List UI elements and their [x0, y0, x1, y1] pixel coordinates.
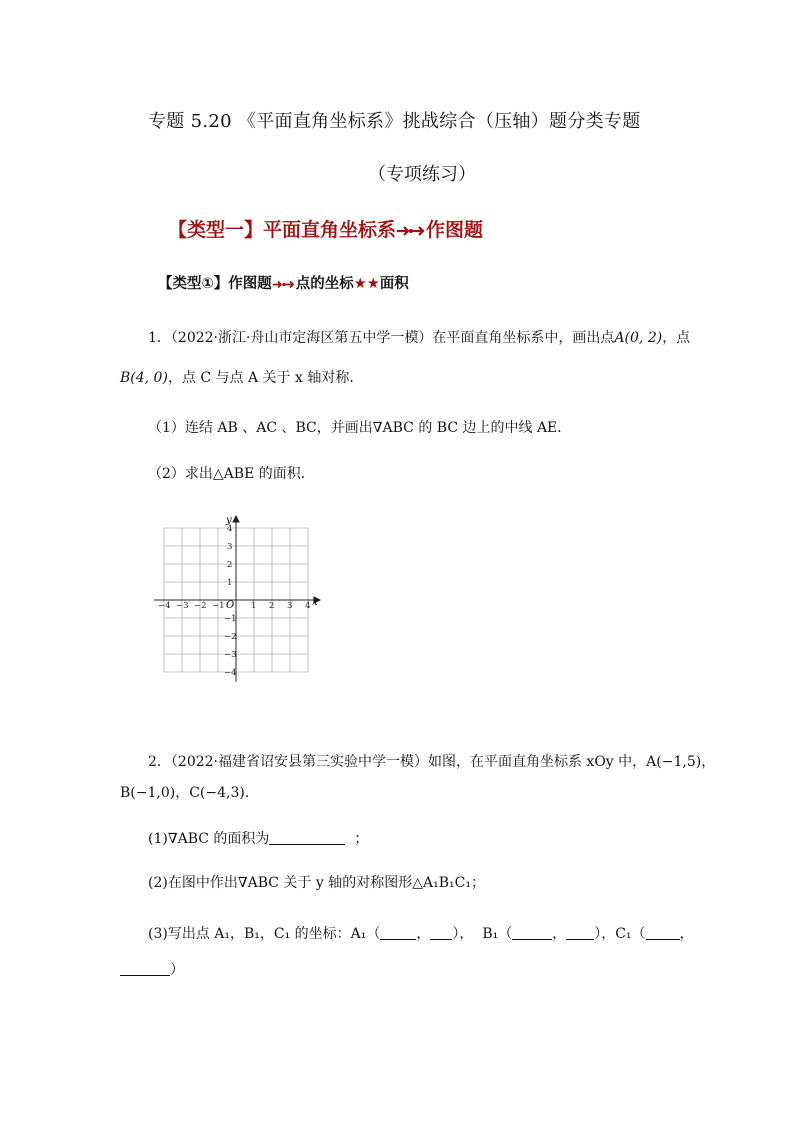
question-1-part-2: （2）求出△ABE 的面积． [148, 466, 315, 482]
page-subtitle: （专项练习） [368, 164, 476, 185]
section-heading-suffix: 作图题 [426, 219, 484, 241]
comma: ， [416, 926, 431, 942]
star-icon: ★★ [353, 276, 380, 292]
y-tick-label: 3 [227, 542, 233, 552]
answer-blank[interactable] [380, 926, 416, 940]
page-title: 专题 5.20 《平面直角坐标系》挑战综合（压轴）题分类专题 [148, 111, 641, 132]
x-tick-label: 1 [251, 601, 257, 611]
x-tick-label: −2 [194, 601, 207, 611]
x-tick-labels [158, 601, 310, 611]
section-heading [168, 215, 483, 242]
question-1-line-2-text: ，点 C 与点 A 关于 x 轴对称． [167, 370, 364, 386]
double-arrow-icon [272, 279, 296, 290]
point-a: A(0, 2) [614, 330, 663, 346]
x-tick-label: −1 [212, 601, 225, 611]
y-tick-label: 4 [227, 524, 233, 534]
close-paren: ）， [452, 926, 474, 942]
y-axis-arrow-icon [233, 516, 239, 522]
question-2-line-1: 2．（2022·福建省诏安县第三实验中学一模）如图，在平面直角坐标系 xOy 中，A(−1,5)， [148, 754, 716, 770]
close-paren: ）， [594, 926, 616, 942]
question-2-part-1 [148, 831, 368, 846]
question-1-lead: 1．（2022·浙江·舟山市定海区第五中学一模）在平面直角坐标系中，画出点 [148, 330, 615, 346]
question-1-line-2 [120, 371, 363, 385]
question-2-part-1-end: ； [354, 831, 369, 847]
y-axis-label: y [226, 515, 232, 526]
sub-heading-mid: 点的坐标 [295, 276, 354, 292]
answer-blank[interactable] [512, 926, 552, 940]
comma: ， [679, 926, 694, 942]
b1-label: B₁（ [482, 926, 513, 942]
y-tick-label: −3 [224, 650, 237, 660]
coordinate-grid [150, 512, 330, 684]
origin-label: O [226, 600, 235, 611]
answer-blank[interactable] [566, 926, 594, 940]
y-tick-label: −4 [224, 668, 237, 678]
question-1-line-1 [148, 331, 690, 345]
x-tick-label: 3 [287, 601, 293, 611]
axes [154, 516, 320, 682]
y-tick-label: −2 [224, 632, 237, 642]
answer-blank[interactable] [120, 962, 170, 976]
question-2-part-2: (2)在图中作出∇ABC 关于 y 轴的对称图形△A₁B₁C₁； [148, 875, 485, 891]
answer-blank[interactable] [430, 926, 452, 940]
y-tick-label: 1 [227, 578, 233, 588]
double-arrow-icon [396, 224, 426, 238]
y-tick-label: −1 [224, 614, 237, 624]
section-heading-text: 【类型一】平面直角坐标系 [168, 219, 397, 241]
sub-heading-suffix: 面积 [379, 276, 409, 292]
x-axis-label: x [312, 597, 318, 608]
sub-heading-text: 【类型①】作图题 [158, 276, 272, 292]
question-1-part-1: （1）连结 AB 、AC 、BC，并画出∇ABC 的 BC 边上的中线 AE． [148, 420, 572, 436]
x-tick-label: −3 [176, 601, 189, 611]
answer-blank[interactable] [269, 831, 345, 845]
question-2-line-2: B(−1,0)，C(−4,3)． [120, 785, 259, 801]
comma: ， [552, 926, 567, 942]
x-tick-label: −4 [158, 601, 171, 611]
question-2-part-3 [148, 926, 694, 941]
x-tick-label: 2 [269, 601, 275, 611]
answer-blank[interactable] [646, 926, 680, 940]
c1-label: C₁（ [615, 926, 646, 942]
end-paren: ） [170, 962, 184, 978]
point-b: B(4, 0) [120, 370, 168, 386]
x-tick-label: 4 [305, 601, 311, 611]
question-2-part-1-text: (1)∇ABC 的面积为 [148, 831, 270, 847]
question-2-part-3-cont [120, 962, 184, 977]
sub-heading [158, 272, 409, 293]
question-2-part-3-lead: (3)写出点 A₁，B₁，C₁ 的坐标：A₁（ [148, 926, 381, 942]
question-1-sep: ，点 [662, 330, 691, 346]
y-tick-label: 2 [227, 560, 233, 570]
